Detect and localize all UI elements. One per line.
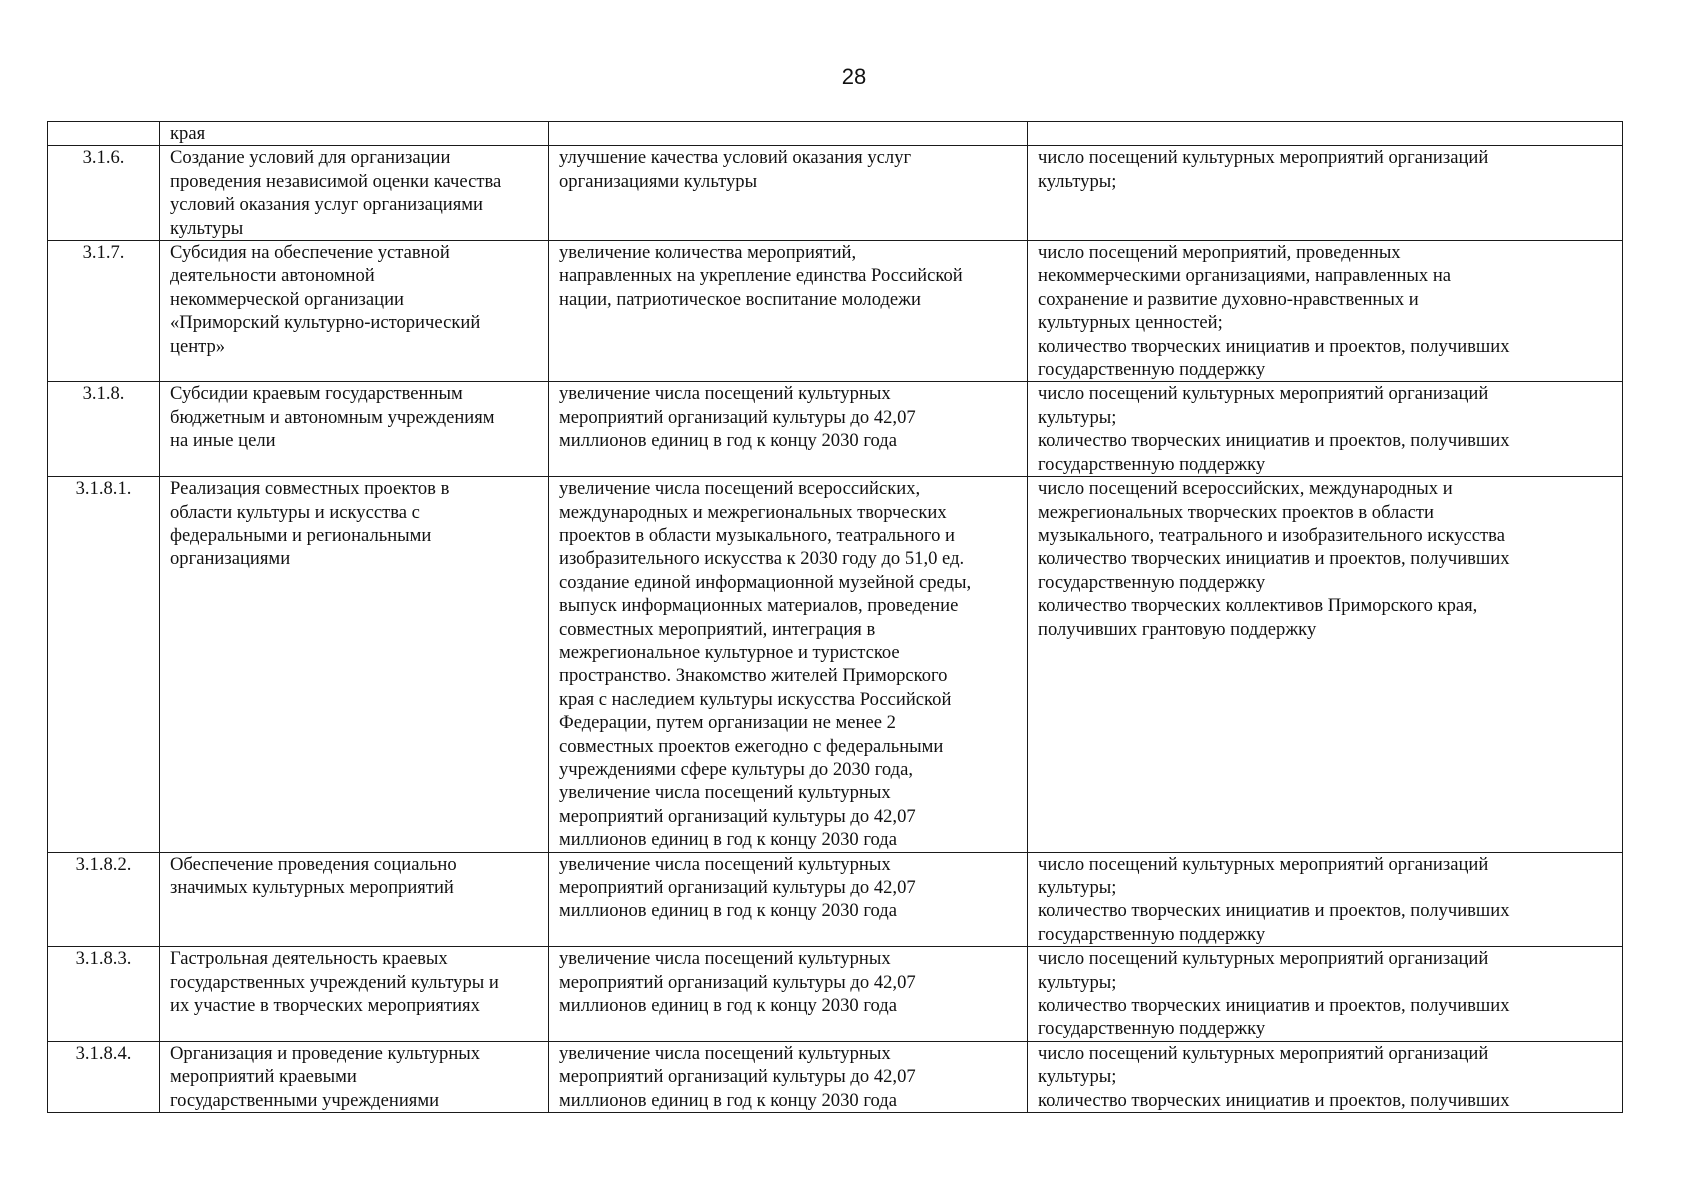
text-line: Реализация совместных проектов в: [170, 478, 450, 500]
text-line: центр»: [170, 335, 226, 357]
text-line: Организация и проведение культурных: [170, 1042, 481, 1064]
row-number-cell: 3.1.8.1.: [48, 477, 160, 853]
text-line: «Приморский культурно-исторический: [170, 312, 481, 334]
activity-name-cell: [160, 1041, 549, 1112]
text-line: международных и межрегиональных творческих: [559, 501, 947, 523]
program-table: [47, 121, 1623, 1113]
indicator-cell: [1028, 852, 1623, 947]
activity-name-cell: [160, 382, 549, 477]
activity-name-cell: [160, 852, 549, 947]
text-line: изобразительного искусства к 2030 году до 51,0 ед.: [559, 548, 965, 570]
indicator-cell: [1028, 1041, 1623, 1112]
text-line: нации, патриотическое воспитание молодежи: [559, 288, 921, 310]
text-line: культуры: [170, 217, 244, 239]
text-line: получивших грантовую поддержку: [1038, 618, 1317, 640]
text-line: межрегиональных творческих проектов в области: [1038, 501, 1434, 523]
text-line: некоммерческой организации: [170, 288, 404, 310]
text-line: музыкального, театрального и изобразительного искусства: [1038, 524, 1505, 546]
text-line: государственную поддержку: [1038, 359, 1266, 381]
expected-result-cell: [549, 947, 1028, 1042]
text-line: число посещений мероприятий, проведенных: [1038, 242, 1401, 264]
text-line: проектов в области музыкального, театрального и: [559, 524, 955, 546]
text-line: мероприятий краевыми: [170, 1066, 357, 1088]
text-line: число посещений культурных мероприятий организаций: [1038, 383, 1489, 405]
text-line: пространство. Знакомство жителей Приморского: [559, 665, 948, 687]
expected-result-cell: [549, 852, 1028, 947]
text-line: Субсидии краевым государственным: [170, 383, 463, 405]
text-line: увеличение числа посещений культурных: [559, 1042, 891, 1064]
expected-result-cell: [549, 146, 1028, 241]
indicator-cell: [1028, 146, 1623, 241]
program-table-body: [48, 122, 1623, 1113]
table-row: [48, 241, 1623, 382]
text-line: увеличение числа посещений всероссийских,: [559, 478, 921, 500]
text-line: Обеспечение проведения социально: [170, 853, 457, 875]
text-line: государственных учреждений культуры и: [170, 971, 499, 993]
row-number-cell: 3.1.7.: [48, 241, 160, 382]
text-line: бюджетным и автономным учреждениям: [170, 406, 495, 428]
text-line: проведения независимой оценки качества: [170, 170, 502, 192]
text-line: государственную поддержку: [1038, 1018, 1266, 1040]
text-line: межрегиональное культурное и туристское: [559, 641, 900, 663]
text-line: совместных проектов ежегодно с федеральными: [559, 735, 944, 757]
text-line: выпуск информационных материалов, проведение: [559, 595, 959, 617]
text-line: государственную поддержку: [1038, 453, 1266, 475]
text-line: создание единой информационной музейной среды,: [559, 571, 972, 593]
text-line: мероприятий организаций культуры до 42,07: [559, 1066, 916, 1088]
indicator-cell: [1028, 241, 1623, 382]
text-line: совместных мероприятий, интеграция в: [559, 618, 876, 640]
row-number-cell: 3.1.6.: [48, 146, 160, 241]
text-line: миллионов единиц в год к концу 2030 года: [559, 900, 897, 922]
text-line: число посещений культурных мероприятий организаций: [1038, 853, 1489, 875]
text-line: Создание условий для организации: [170, 147, 451, 169]
text-line: направленных на укрепление единства Российской: [559, 265, 963, 287]
text-line: их участие в творческих мероприятиях: [170, 995, 480, 1017]
text-line: число посещений культурных мероприятий организаций: [1038, 1042, 1489, 1064]
activity-name-cell: [160, 146, 549, 241]
text-line: деятельности автономной: [170, 265, 375, 287]
text-line: мероприятий организаций культуры до 42,07: [559, 877, 916, 898]
text-line: государственными учреждениями: [170, 1089, 440, 1111]
text-line: условий оказания услуг организациями: [170, 194, 483, 216]
text-line: миллионов единиц в год к концу 2030 года: [559, 995, 897, 1017]
table-row: [48, 477, 1623, 853]
text-line: увеличение количества мероприятий,: [559, 242, 857, 264]
text-line: края: [170, 123, 206, 144]
row-number-cell: 3.1.8.: [48, 382, 160, 477]
text-line: увеличение числа посещений культурных: [559, 853, 891, 875]
text-line: миллионов единиц в год к концу 2030 года: [559, 1089, 897, 1111]
text-line: число посещений культурных мероприятий организаций: [1038, 948, 1489, 970]
activity-name-cell: [160, 241, 549, 382]
text-line: количество творческих инициатив и проектов, получивших: [1038, 1089, 1510, 1111]
text-line: количество творческих коллективов Приморского края,: [1038, 595, 1478, 617]
text-line: количество творческих инициатив и проектов, получивших: [1038, 430, 1510, 452]
text-line: увеличение числа посещений культурных: [559, 782, 891, 804]
table-row: [48, 146, 1623, 241]
text-line: увеличение числа посещений культурных: [559, 948, 891, 970]
text-line: культуры;: [1038, 406, 1117, 428]
text-line: количество творческих инициатив и проектов, получивших: [1038, 900, 1510, 922]
table-row: [48, 947, 1623, 1042]
text-line: миллионов единиц в год к концу 2030 года: [559, 430, 897, 452]
row-number-cell: 3.1.8.2.: [48, 852, 160, 947]
text-line: миллионов единиц в год к концу 2030 года: [559, 829, 897, 851]
table-row: [48, 382, 1623, 477]
page-number: 28: [841, 64, 867, 89]
text-line: число посещений всероссийских, международных и: [1038, 478, 1453, 500]
text-line: число посещений культурных мероприятий организаций: [1038, 147, 1489, 169]
indicator-cell: [1028, 477, 1623, 853]
expected-result-cell: [549, 241, 1028, 382]
text-line: культурных ценностей;: [1038, 312, 1223, 334]
text-line: федеральными и региональными: [170, 524, 432, 546]
expected-result-cell: [549, 122, 1028, 146]
indicator-cell: [1028, 382, 1623, 477]
text-line: мероприятий организаций культуры до 42,07: [559, 805, 916, 827]
text-line: значимых культурных мероприятий: [170, 877, 454, 898]
text-line: организациями: [170, 548, 291, 570]
text-line: увеличение числа посещений культурных: [559, 383, 891, 405]
text-line: государственную поддержку: [1038, 571, 1266, 593]
text-line: количество творческих инициатив и проектов, получивших: [1038, 548, 1510, 570]
text-line: края с наследием культуры искусства Российской: [559, 688, 952, 710]
indicator-cell: [1028, 122, 1623, 146]
text-line: сохранение и развитие духовно-нравственных и: [1038, 288, 1419, 310]
text-line: Субсидия на обеспечение уставной: [170, 242, 450, 264]
row-number-cell: [48, 122, 160, 146]
table-row: [48, 122, 1623, 146]
text-line: на иные цели: [170, 430, 276, 452]
activity-name-cell: [160, 947, 549, 1042]
text-line: Федерации, путем организации не менее 2: [559, 712, 896, 734]
text-line: государственную поддержку: [1038, 923, 1266, 945]
text-line: мероприятий организаций культуры до 42,07: [559, 971, 916, 993]
expected-result-cell: [549, 477, 1028, 853]
text-line: Гастрольная деятельность краевых: [170, 948, 448, 970]
text-line: учреждениями сфере культуры до 2030 года,: [559, 758, 913, 780]
expected-result-cell: [549, 1041, 1028, 1112]
text-line: культуры;: [1038, 971, 1117, 993]
row-number-cell: 3.1.8.3.: [48, 947, 160, 1042]
indicator-cell: [1028, 947, 1623, 1042]
table-row: [48, 852, 1623, 947]
row-number-cell: 3.1.8.4.: [48, 1041, 160, 1112]
activity-name-cell: [160, 477, 549, 853]
text-line: улучшение качества условий оказания услуг: [559, 147, 912, 169]
text-line: мероприятий организаций культуры до 42,07: [559, 406, 916, 428]
text-line: количество творческих инициатив и проектов, получивших: [1038, 995, 1510, 1017]
text-line: культуры;: [1038, 877, 1117, 898]
text-line: количество творческих инициатив и проектов, получивших: [1038, 335, 1510, 357]
table-row: [48, 1041, 1623, 1112]
text-line: организациями культуры: [559, 170, 758, 192]
text-line: некоммерческими организациями, направленных на: [1038, 265, 1452, 287]
text-line: культуры;: [1038, 1066, 1117, 1088]
activity-name-cell: [160, 122, 549, 146]
text-line: области культуры и искусства с: [170, 501, 420, 523]
text-line: культуры;: [1038, 170, 1117, 192]
expected-result-cell: [549, 382, 1028, 477]
